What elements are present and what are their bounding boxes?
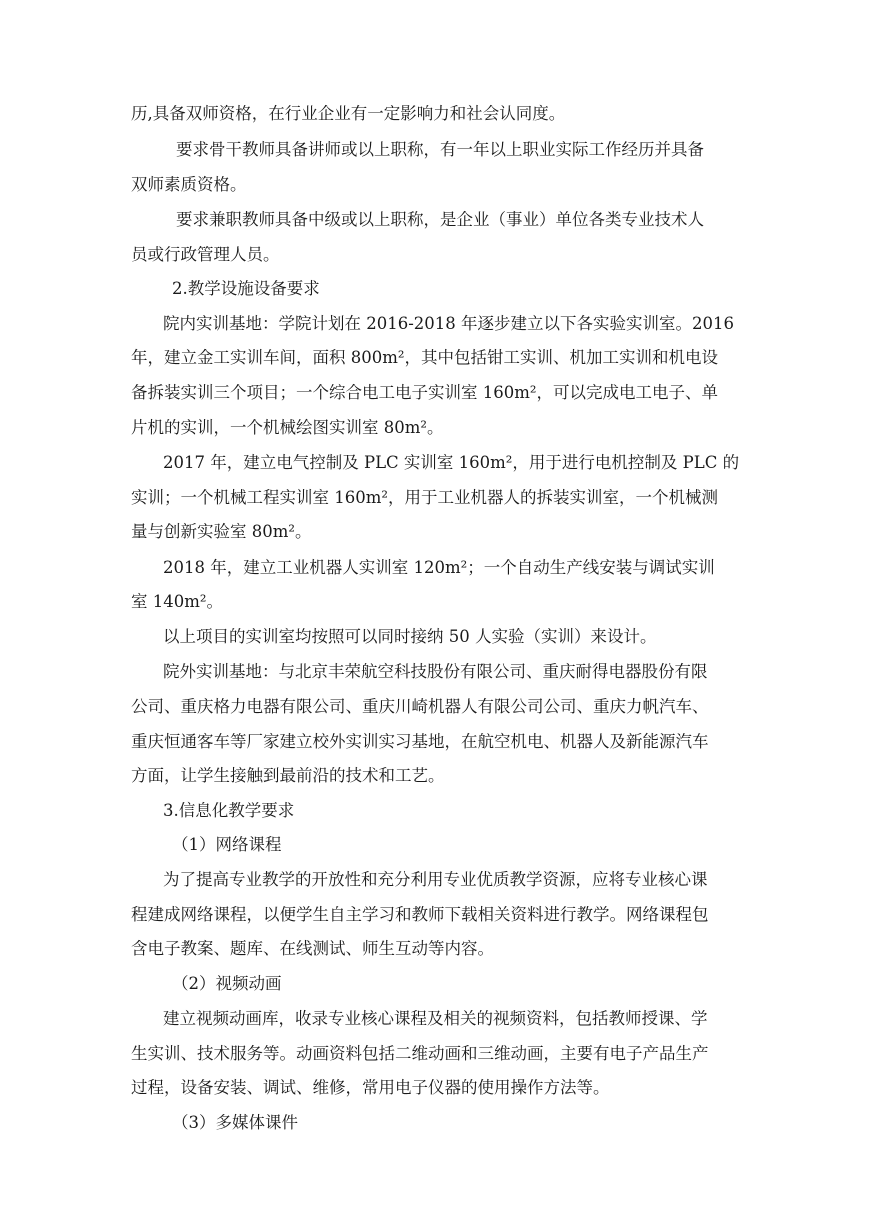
text-line: 过程，设备安装、调试、维修，常用电子仪器的使用操作方法等。 [131,1078,610,1097]
text-line: 要求兼职教师具备中级或以上职称，是企业（事业）单位各类专业技术人 [176,210,704,229]
text-line: 片机的实训，一个机械绘图实训室 80m²。 [131,418,444,437]
text-line: 建立视频动画库，收录专业核心课程及相关的视频资料，包括教师授课、学 [163,1009,708,1028]
text-line: 院内实训基地：学院计划在 2016-2018 年逐步建立以下各实验实训室。2016 [163,314,735,333]
text-line: 实训；一个机械工程实训室 160m²，用于工业机器人的拆装实训室，一个机械测 [131,488,718,507]
text-line: 方面，让学生接触到最前沿的技术和工艺。 [131,766,445,785]
text-line: 为了提高专业教学的开放性和充分利用专业优质教学资源，应将专业核心课 [163,870,708,889]
text-line: 含电子教案、题库、在线测试、师生互动等内容。 [131,939,494,958]
subsection-heading: （1）网络课程 [172,835,282,854]
subsection-heading: （2）视频动画 [172,974,282,993]
text-line: 年，建立金工实训车间，面积 800m²，其中包括钳工实训、机加工实训和机电设 [131,348,718,367]
text-line: 2018 年，建立工业机器人实训室 120m²；一个自动生产线安装与调试实训 [163,558,715,577]
text-line: 双师素质资格。 [131,175,247,194]
text-line: 程建成网络课程，以便学生自主学习和教师下载相关资料进行教学。网络课程包 [131,905,709,924]
text-line: 要求骨干教师具备讲师或以上职称，有一年以上职业实际工作经历并具备 [176,140,704,159]
text-line: 员或行政管理人员。 [131,245,280,264]
text-line: 备拆装实训三个项目；一个综合电工电子实训室 160m²，可以完成电工电子、单 [131,383,718,402]
text-line: 院外实训基地：与北京丰荣航空科技股份有限公司、重庆耐得电器股份有限 [163,662,708,681]
text-line: 以上项目的实训室均按照可以同时接纳 50 人实验（实训）来设计。 [163,627,657,646]
section-heading: 2.教学设施设备要求 [172,279,320,298]
section-heading: 3.信息化教学要求 [163,801,295,820]
text-line: 室 140m²。 [131,592,223,611]
text-line: 生实训、技术服务等。动画资料包括二维动画和三维动画，主要有电子产品生产 [131,1044,709,1063]
text-line: 2017 年，建立电气控制及 PLC 实训室 160m²，用于进行电机控制及 PLC 的 [163,453,740,472]
text-line: 历,具备双师资格，在行业企业有一定影响力和社会认同度。 [131,104,566,123]
subsection-heading: （3）多媒体课件 [172,1113,298,1132]
text-line: 量与创新实验室 80m²。 [131,522,312,541]
text-line: 重庆恒通客车等厂家建立校外实训实习基地，在航空机电、机器人及新能源汽车 [131,732,709,751]
text-line: 公司、重庆格力电器有限公司、重庆川崎机器人有限公司公司、重庆力帆汽车、 [131,697,709,716]
